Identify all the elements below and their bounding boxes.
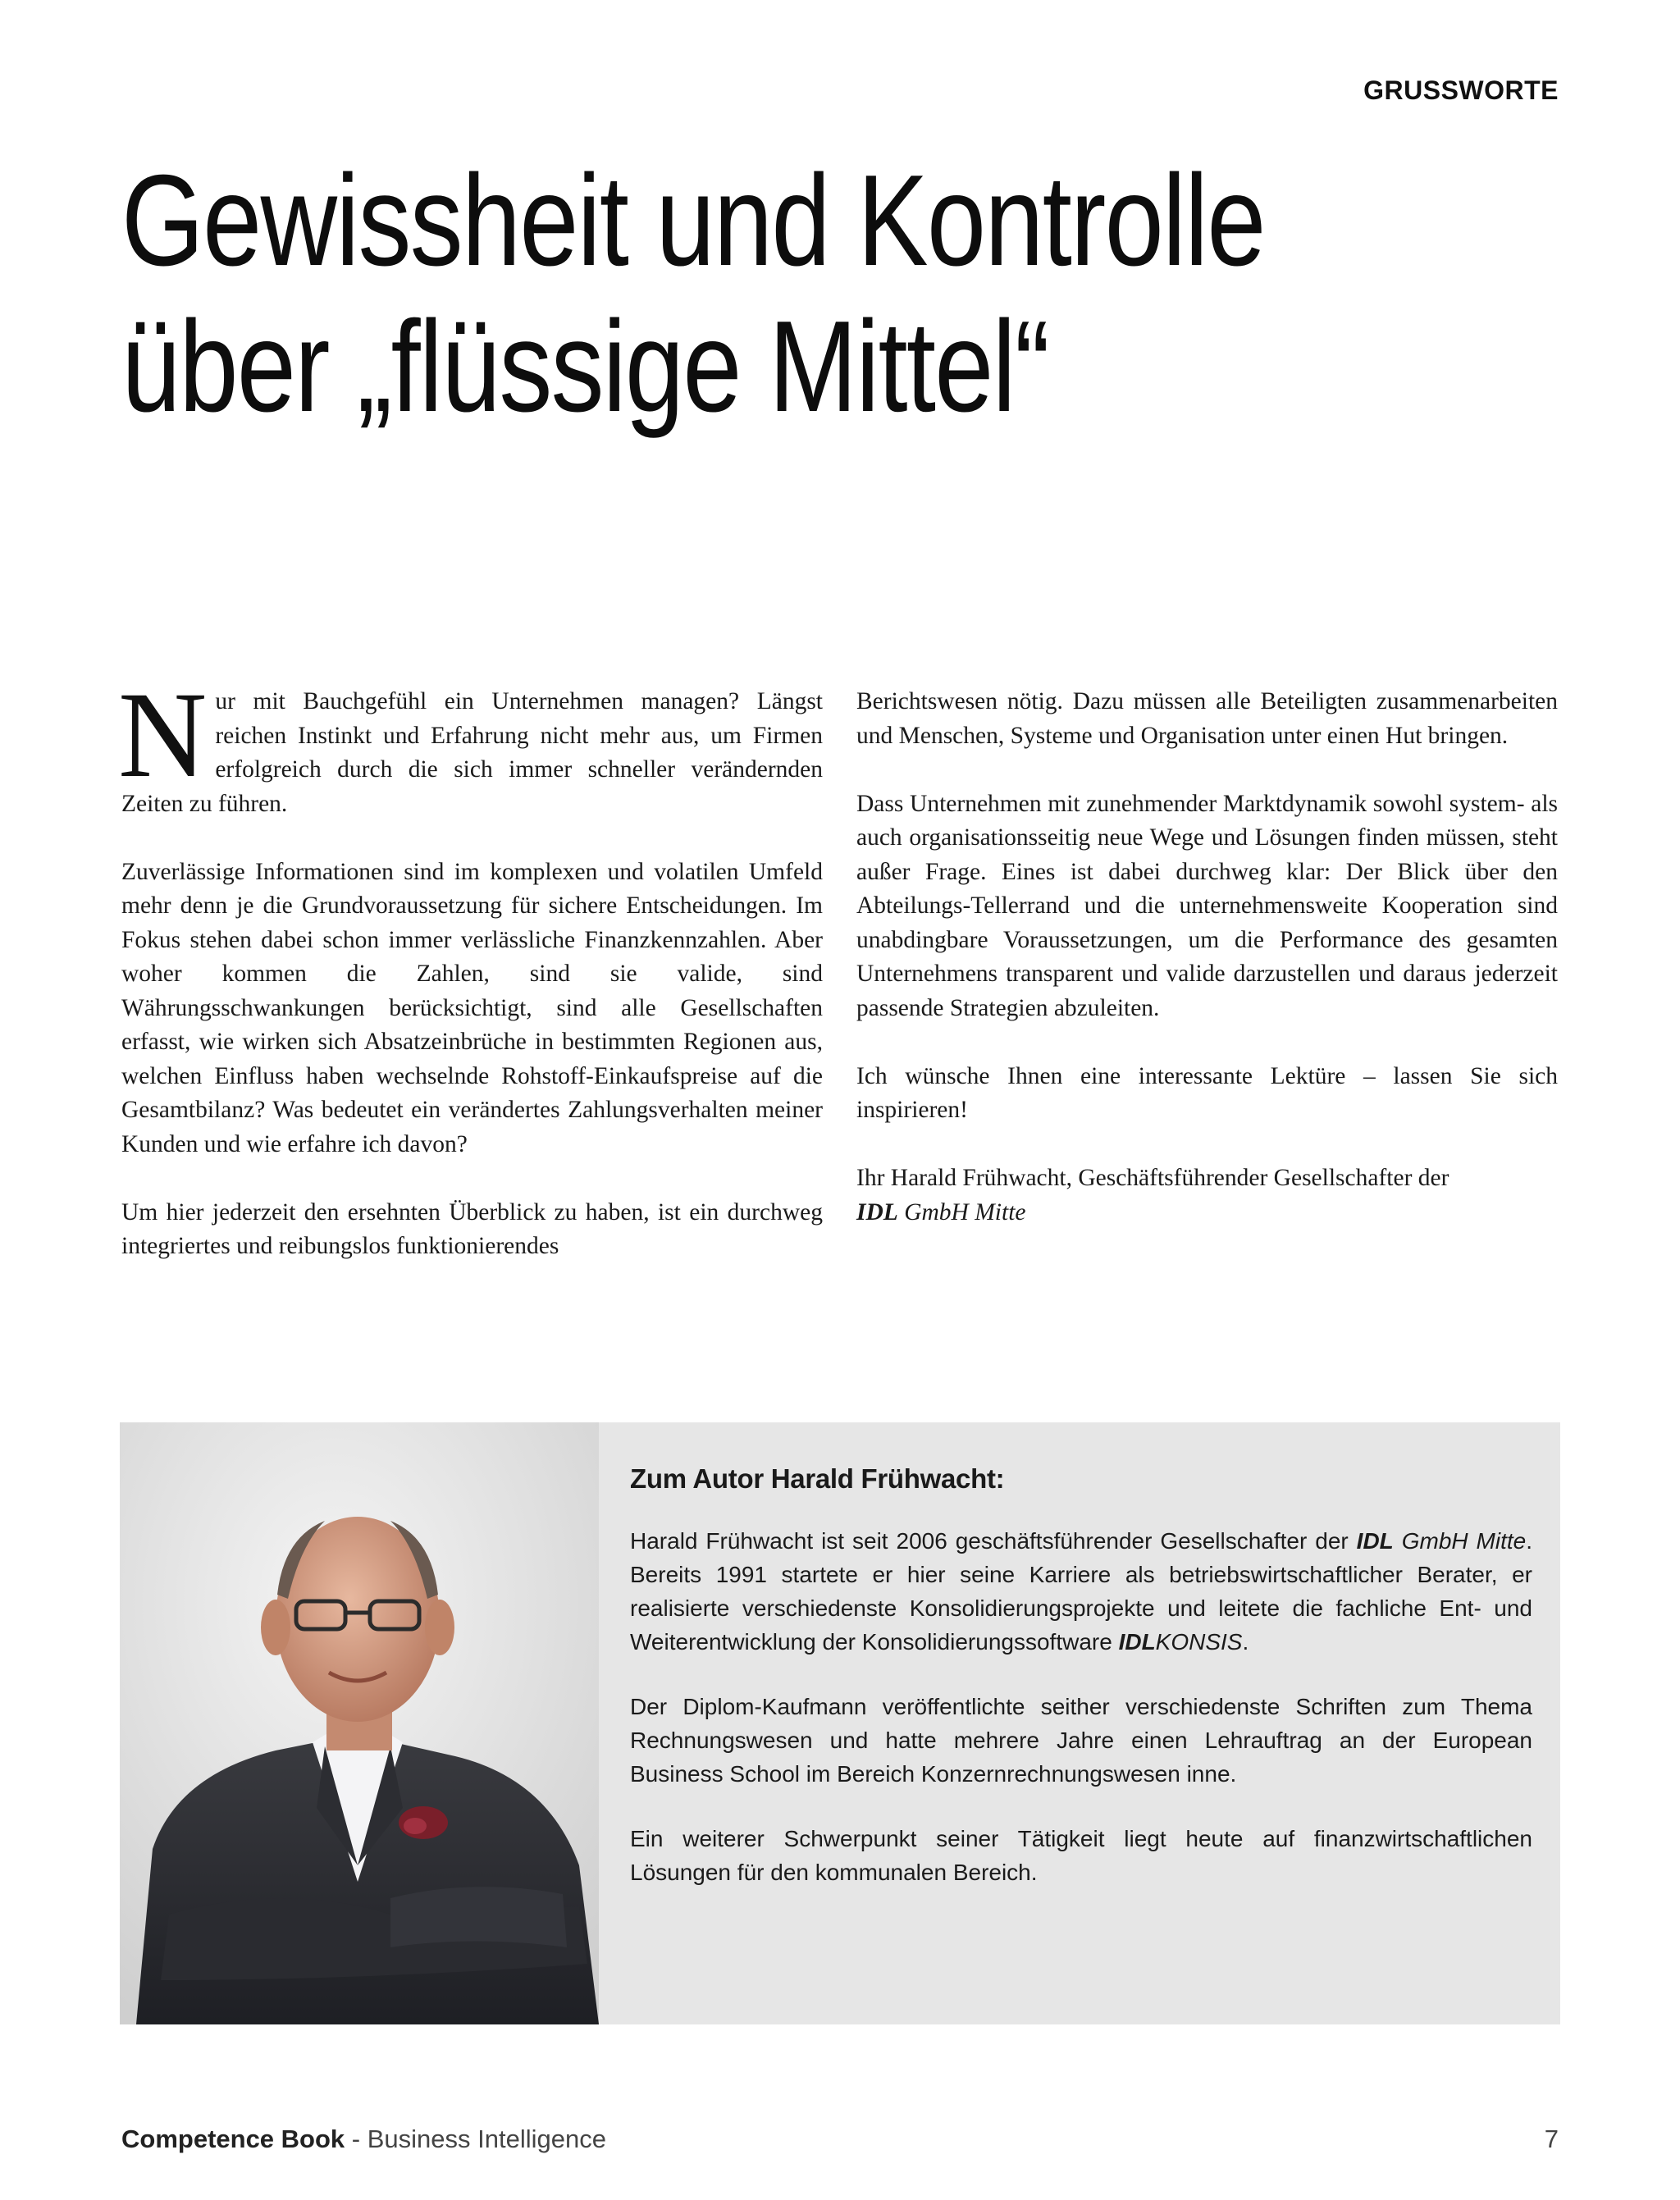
title-line-2: über „flüssige Mittel“ xyxy=(121,294,1049,439)
section-label: GRUSSWORTE xyxy=(1363,75,1559,105)
author-bio-box xyxy=(599,1422,1560,2024)
article-paragraph: Um hier jederzeit den ersehnten Überblick zu haben, ist ein durchweg integriertes und reibungslos funktionierendes xyxy=(121,1198,823,1259)
idl-bold: IDL xyxy=(1118,1629,1156,1655)
author-photo xyxy=(120,1422,599,2024)
bio-heading: Zum Autor Harald Frühwacht: xyxy=(630,1463,1005,1494)
article-paragraph: Dass Unternehmen mit zunehmender Marktdynamik sowohl system- als auch organisationsseitig neue Wege und Lösungen finden müssen, steht außer Frage. Eines ist dabei durchweg klar: Der Blick über den Abteilungs-Tellerrand und die unternehmensweite Kooperation sind unabdingbare Voraussetzungen, um die Performance des gesamten Unternehmens transparent und valide darzustellen und daraus jederzeit passende Strategien abzuleiten. xyxy=(856,790,1558,1021)
bio-text: . Bereits 1991 startete er hier seine Karriere als betriebswirtschaftlicher Berater, er realisierte verschiedenste Konsolidierungsprojekte und leitete die fachliche Ent- und Weiterentwicklung der Konsolidierungssoftware xyxy=(630,1528,1532,1655)
article-paragraph: Berichtswesen nötig. Dazu müssen alle Beteiligten zusammenarbeiten und Menschen, Systeme und Organisation unter einen Hut bringen. xyxy=(856,688,1558,749)
signature-text: Ihr Harald Frühwacht, Geschäftsführender Gesellschafter der xyxy=(856,1165,1449,1191)
page-title xyxy=(121,148,1305,440)
company-name-bold: IDL xyxy=(856,1198,898,1226)
signature xyxy=(856,1162,1558,1230)
article-paragraph: Ich wünsche Ihnen eine interessante Lektüre – lassen Sie sich inspirieren! xyxy=(856,1062,1558,1123)
idl-bold: IDL xyxy=(1356,1528,1394,1554)
bio-text: . xyxy=(1242,1629,1249,1655)
article-column-right xyxy=(856,685,1558,1264)
title-line-1: Gewissheit und Kontrolle xyxy=(121,148,1265,293)
author-portrait-image xyxy=(120,1422,599,2024)
gmbh-text: GmbH Mitte xyxy=(1393,1528,1527,1554)
page-number: 7 xyxy=(1544,2125,1559,2153)
konsis-text: KONSIS xyxy=(1155,1629,1243,1655)
footer-brand: Competence Book xyxy=(121,2125,345,2153)
article-paragraph: Zuverlässige Informationen sind im komplexen und volatilen Umfeld mehr denn je die Grundvoraussetzung für sichere Entscheidungen. Im Fokus stehen dabei schon immer verlässliche Finanzkennzahlen. Aber woher kommen die Zahlen, sind sie valide, sind Währungsschwankungen berücksichtigt, sind alle Gesellschaften erfasst, wie wirken sich Absatzeinbrüche in bestimmten Regionen aus, welchen Einfluss haben wechselnde Rohstoff-Einkaufspreise auf die Gesamtbilanz? Was bedeutet ein verändertes Zahlungsverhalten meiner Kunden und wie erfahre ich davon? xyxy=(121,858,823,1157)
bio-text: Harald Frühwacht ist seit 2006 geschäftsführender Gesellschafter der xyxy=(630,1528,1357,1554)
bio-paragraph xyxy=(630,1524,1532,1659)
dropcap: N xyxy=(118,667,208,803)
company-name-rest: GmbH Mitte xyxy=(897,1198,1026,1226)
article-column-left xyxy=(118,667,823,1298)
bio-paragraph: Ein weiterer Schwerpunkt seiner Tätigkeit liegt heute auf finanzwirtschaftlichen Lösungen für den kommunalen Bereich. xyxy=(630,1826,1532,1885)
footer-subtitle: Business Intelligence xyxy=(367,2125,606,2153)
article-paragraph xyxy=(118,667,823,821)
paragraph-text: ur mit Bauchgefühl ein Unternehmen managen? Längst reichen Instinkt und Erfahrung nicht mehr aus, um Firmen erfolgreich durch die sich immer schneller verändernden Zeiten zu führen. xyxy=(121,688,823,817)
bio-paragraph: Der Diplom-Kaufmann veröffentlichte seither verschiedenste Schriften zum Thema Rechnungswesen und hatte mehrere Jahre einen Lehrauftrag an der European Business School im Bereich Konzernrechnungswesen inne. xyxy=(630,1694,1532,1787)
author-bio-content xyxy=(630,1463,1532,1920)
footer-separator: - xyxy=(345,2125,368,2153)
footer-publication xyxy=(121,2125,606,2154)
